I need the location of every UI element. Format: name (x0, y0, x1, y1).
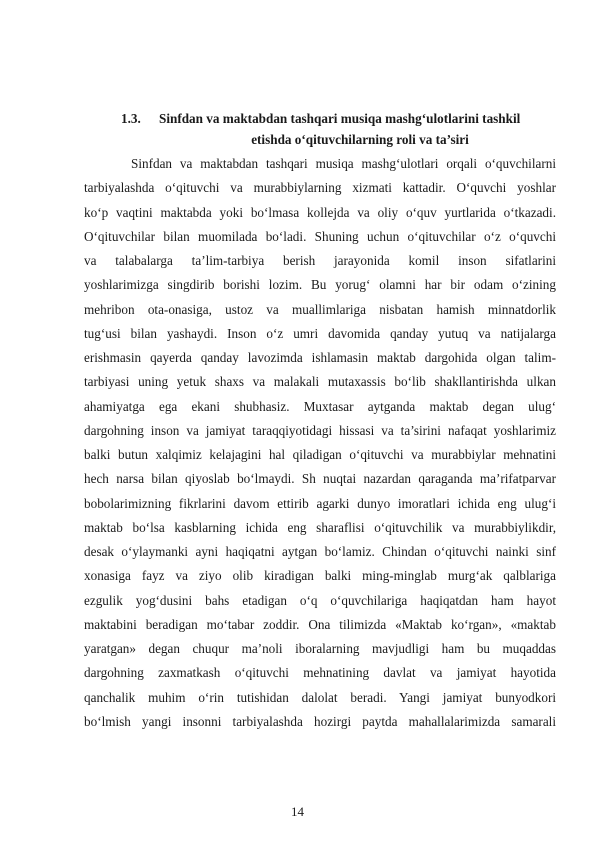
text-line: ko‘p vaqtini maktabda yoki bo‘lmasa kollejda va oliy o‘quv yurtlarida o‘tkazadi. (84, 204, 556, 220)
section-heading-line-1 (84, 108, 556, 129)
text-line: Sinfdan va maktabdan tashqari musiqa mashg‘ulotlari orqali o‘quvchilarni (131, 156, 556, 171)
text-line: maktabini beradigan mo‘tabar zoddir. Ona tilimizda «Maktab ko‘rgan», «maktab (84, 616, 556, 632)
section-title-part-1: Sinfdan va maktabdan tashqari musiqa mashg‘ulotlarini tashkil (159, 111, 521, 126)
text-line: bobolarimizning fikrlarini davom ettirib agarki dunyo imoratlari ichida eng ulug‘i (84, 495, 556, 511)
body-paragraph (84, 152, 556, 734)
text-line: hech narsa bilan qiyoslab bo‘lmaydi. Sh nuqtai nazardan qaraganda ma’rifatparvar (84, 471, 556, 487)
text-line: tug‘usi bilan yashaydi. Inson o‘z umri davomida qanday yutuq va natijalarga (84, 325, 556, 341)
text-line: maktab bo‘lsa kasblarning ichida eng sharaflisi o‘qituvchilik va murabbiylikdir, (84, 519, 556, 535)
page-number: 14 (291, 804, 304, 819)
text-line: va talabalarga ta’lim-tarbiya berish jarayonida komil inson sifatlarini (84, 253, 556, 268)
text-line: balki butun xalqimiz kelajagini hal qiladigan o‘qituvchi va murabbiylar mehnatini (84, 447, 556, 462)
text-line: erishmasin qayerda qanday lavozimda ishlamasin maktab dargohida olgan talim- (84, 350, 556, 365)
text-line: xonasiga fayz va ziyo olib kiradigan balki ming-minglab murg‘ak qalblariga (84, 568, 556, 584)
text-line: tarbiyasi uning yetuk shaxs va malakali mutaxassis bo‘lib shakllantirishda ulkan (84, 374, 556, 390)
text-line: yoshlarimizga singdirib borishi lozim. Bu yorug‘ olamni har bir odam o‘zining (84, 277, 556, 293)
section-title-part-2: etishda o‘qituvchilarning roli va ta’siri (251, 132, 469, 147)
text-line: yaratgan» degan chuqur ma’noli iboralarning mavjudligi ham bu muqaddas (84, 641, 556, 656)
text-line: qanchalik muhim o‘rin tutishidan dalolat beradi. Yangi jamiyat bunyodkori (84, 689, 556, 705)
text-line: desak o‘ylaymanki ayni haqiqatni aytgan bo‘lamiz. Chindan o‘qituvchi nainki sinf (84, 544, 556, 559)
text-line: tarbiyalashda o‘qituvchi va murabbiylarning xizmati kattadir. O‘quvchi yoshlar (84, 180, 556, 196)
text-line: ahamiyatga ega ekani shubhasiz. Muxtasar aytganda maktab degan ulug‘ (84, 398, 556, 414)
text-line: dargohning inson va jamiyat taraqqiyotidagi hissasi va ta’sirini nafaqat yoshlarimiz (84, 422, 556, 438)
section-heading (84, 108, 556, 150)
text-line: ezgulik yog‘dusini bahs etadigan o‘q o‘quvchilariga haqiqatdan ham hayot (84, 592, 556, 608)
text-line: bo‘lmish yangi insonni tarbiyalashda hozirgi paytda mahallalarimizda samarali (84, 713, 556, 729)
text-line: mehribon ota-onasiga, ustoz va muallimlariga nisbatan hamish minnatdorlik (84, 301, 556, 317)
text-line: O‘qituvchilar bilan muomilada bo‘ladi. Shuning uchun o‘qituvchilar o‘z o‘quvchi (84, 228, 556, 244)
text-line: dargohning zaxmatkash o‘qituvchi mehnatining davlat va jamiyat hayotida (84, 665, 556, 681)
section-number: 1.3. (121, 111, 141, 126)
